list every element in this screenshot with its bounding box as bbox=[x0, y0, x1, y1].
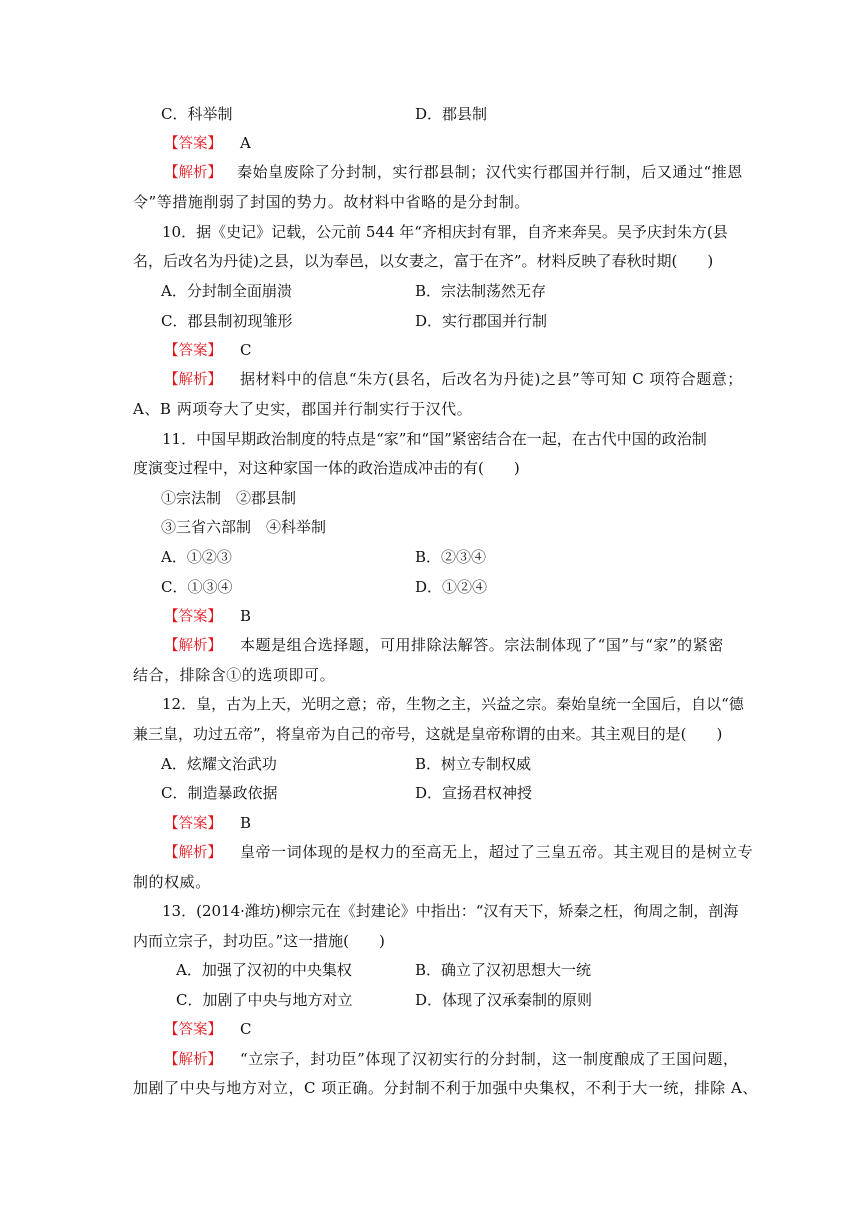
q12-answer-row bbox=[164, 813, 251, 834]
q11-stem-1: 11．中国早期政治制度的特点是“家”和“国”紧密结合在一起，在古代中国的政治制 bbox=[162, 430, 707, 448]
q12-stem-2: 兼三皇，功过五帝”，将皇帝为自己的帝号，这就是皇帝称谓的由来。其主观目的是( ) bbox=[133, 725, 723, 743]
q13-option-d: D．体现了汉承秦制的原则 bbox=[415, 991, 593, 1009]
q11-option-d: D．①②④ bbox=[415, 578, 488, 596]
answer-tag: 【答案】 bbox=[164, 343, 222, 359]
q12-option-a: A．炫耀文治武功 bbox=[161, 755, 277, 773]
q10-option-b: B．宗法制荡然无存 bbox=[415, 282, 547, 300]
analysis-tag: 【解析】 bbox=[164, 165, 222, 181]
q11-option-a: A．①②③ bbox=[161, 548, 232, 566]
q13-analysis-row bbox=[164, 1049, 739, 1070]
q11-answer-row bbox=[164, 606, 251, 627]
analysis-tag: 【解析】 bbox=[164, 638, 222, 654]
q9-option-c: C．科举制 bbox=[161, 105, 233, 123]
q10-option-d: D．实行郡国并行制 bbox=[415, 312, 548, 330]
q11-analysis-2: 结合，排除含①的选项即可。 bbox=[133, 666, 336, 684]
q13-stem-1: 13．(2014·潍坊)柳宗元在《封建论》中指出：“汉有天下，矫秦之枉，徇周之制，剖海 bbox=[162, 902, 739, 920]
q12-option-d: D．宣扬君权神授 bbox=[415, 784, 533, 802]
q11-option-b: B．②③④ bbox=[415, 548, 487, 566]
q9-answer: A bbox=[240, 134, 251, 152]
q9-analysis-1: 秦始皇废除了分封制，实行郡县制；汉代实行郡国并行制，后又通过“推恩 bbox=[237, 163, 743, 181]
analysis-tag: 【解析】 bbox=[164, 372, 222, 388]
q10-analysis-row bbox=[164, 369, 743, 390]
answer-tag: 【答案】 bbox=[164, 816, 222, 832]
analysis-tag: 【解析】 bbox=[164, 845, 222, 861]
q12-analysis-row bbox=[164, 842, 753, 863]
q9-option-d: D．郡县制 bbox=[415, 105, 488, 123]
q11-option-c: C．①③④ bbox=[161, 578, 233, 596]
q10-option-a: A．分封制全面崩溃 bbox=[161, 282, 292, 300]
q10-answer: C bbox=[240, 341, 252, 359]
q13-analysis-2: 加剧了中央与地方对立，C 项正确。分封制不利于加强中央集权，不利于大一统，排除 A、 bbox=[133, 1079, 758, 1097]
q10-stem-1: 10．据《史记》记载，公元前 544 年“齐相庆封有罪，自齐来奔吴。吴予庆封朱方(县 bbox=[162, 223, 728, 241]
q10-stem-2: 名，后改名为丹徒)之县，以为奉邑，以女妻之，富于在齐”。材料反映了春秋时期( ) bbox=[133, 252, 714, 270]
q12-stem-1: 12．皇，古为上天，光明之意；帝，生物之主，兴益之宗。秦始皇统一全国后，自以“德 bbox=[162, 695, 744, 713]
answer-tag: 【答案】 bbox=[164, 1022, 222, 1038]
q13-option-b: B．确立了汉初思想大一统 bbox=[415, 961, 592, 979]
q10-analysis-1: 据材料中的信息“朱方(县名，后改名为丹徒)之县”等可知 C 项符合题意； bbox=[240, 370, 743, 388]
q11-item-2: ③三省六部制 ④科举制 bbox=[161, 518, 327, 536]
q12-option-c: C．制造暴政依据 bbox=[161, 784, 278, 802]
q10-answer-row bbox=[164, 340, 251, 361]
q9-answer-row bbox=[164, 133, 251, 154]
q11-stem-2: 度演变过程中，对这种家国一体的政治造成冲击的有( ) bbox=[133, 459, 520, 477]
analysis-tag: 【解析】 bbox=[164, 1052, 222, 1068]
q13-option-c: C．加剧了中央与地方对立 bbox=[176, 991, 353, 1009]
q13-answer: C bbox=[240, 1020, 252, 1038]
q11-answer: B bbox=[240, 607, 252, 625]
q13-stem-2: 内而立宗子，封功臣。”这一措施( ) bbox=[133, 932, 385, 950]
q10-option-c: C．郡县制初现雏形 bbox=[161, 312, 293, 330]
q12-analysis-1: 皇帝一词体现的是权力的至高无上，超过了三皇五帝。其主观目的是树立专 bbox=[240, 843, 754, 861]
q12-analysis-2: 制的权威。 bbox=[133, 873, 211, 891]
q11-analysis-row bbox=[164, 635, 724, 656]
q10-analysis-2: A、B 两项夸大了史实，郡国并行制实行于汉代。 bbox=[133, 400, 473, 418]
q13-analysis-1: “立宗子，封功臣”体现了汉初实行的分封制，这一制度酿成了王国问题， bbox=[240, 1050, 739, 1068]
q9-analysis-2: 令”等措施削弱了封国的势力。故材料中省略的是分封制。 bbox=[133, 193, 530, 211]
answer-tag: 【答案】 bbox=[164, 136, 222, 152]
q12-answer: B bbox=[240, 814, 252, 832]
q11-analysis-1: 本题是组合选择题，可用排除法解答。宗法制体现了“国”与“家”的紧密 bbox=[240, 636, 724, 654]
q13-answer-row bbox=[164, 1019, 251, 1040]
q13-option-a: A．加强了汉初的中央集权 bbox=[176, 961, 352, 979]
q11-item-1: ①宗法制 ②郡县制 bbox=[161, 489, 297, 507]
q12-option-b: B．树立专制权威 bbox=[415, 755, 532, 773]
q9-analysis-row bbox=[164, 162, 743, 183]
answer-tag: 【答案】 bbox=[164, 609, 222, 625]
